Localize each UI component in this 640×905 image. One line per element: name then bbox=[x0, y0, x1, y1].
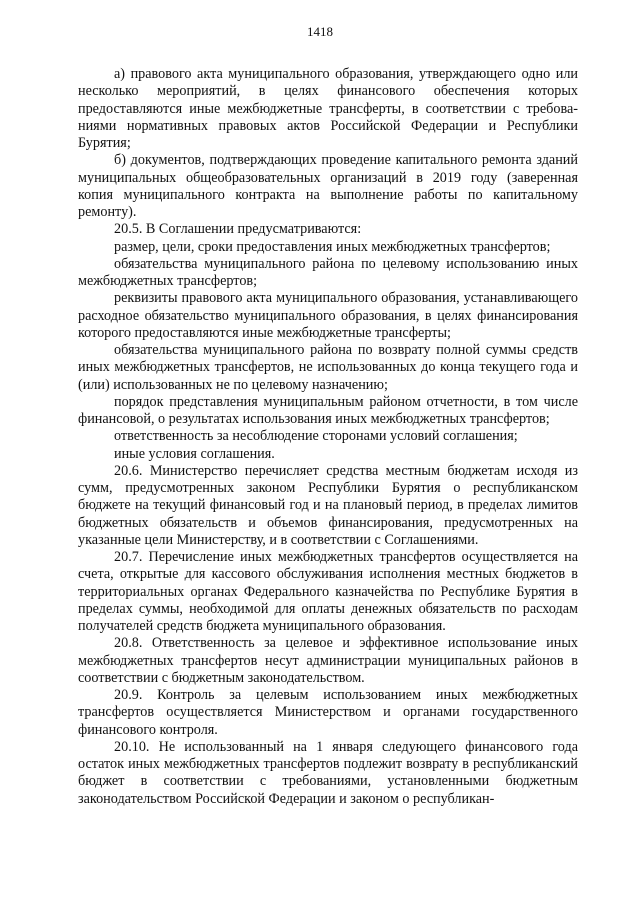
paragraph: б) документов, подтверждающих проведение капитального ремонта зданий муниципальных общеобразовательных организаций в 2019 году (заверенная копия муниципального контракта на выполнение работы по капитальному ремонту). bbox=[78, 152, 578, 220]
paragraph: обязательства муниципального района по возврату полной суммы средств иных межбюджетных трансфертов, не использованных до конца текущего года и (или) использованных не по целевому назначению; bbox=[78, 342, 578, 393]
document-body bbox=[78, 66, 578, 808]
paragraph: реквизиты правового акта муниципального образования, устанавливающего расходное обязательство муниципального образования, в целях финансирования которого предоставляются иные межбюджетные трансферты; bbox=[78, 290, 578, 341]
paragraph: размер, цели, сроки предоставления иных межбюджетных трансфертов; bbox=[114, 238, 551, 255]
paragraph: а) правового акта муниципального образования, утверждающего одно или несколько мероприятий, в целях финансового обеспечения которых предоставляются иные межбюджетные трансферты, в соответствии с требованиями нормативных правовых актов Российской Федерации и Республики Бурятия; bbox=[78, 66, 578, 151]
paragraph: ответственность за несоблюдение сторонами условий соглашения; bbox=[114, 428, 518, 445]
paragraph: 20.7. Перечисление иных межбюджетных трансфертов осуществляется на счета, открытые для кассового обслуживания исполнения местных бюджетов в территориальных органах Федерального казначейства по Республике Бурятия в пределах суммы, необходимой для оплаты денежных обязательств по расходам получателей средств бюджета муниципального образования. bbox=[78, 549, 578, 634]
paragraph: 20.6. Министерство перечисляет средства местным бюджетам исходя из сумм, предусмотренных законом Республики Бурятия о республиканском бюджете на текущий финансовый год и на плановый период, в пределах лимитов бюджетных обязательств и объемов финансирования, предусмотренных на указанные цели Министерству, и в соответствии с Соглашениями. bbox=[78, 462, 578, 548]
paragraph: иные условия соглашения. bbox=[114, 445, 275, 462]
paragraph: 20.10. Не использованный на 1 января следующего финансового года остаток иных межбюджетных трансфертов подлежит возврату в республиканский бюджет в соответствии с требованиями, установленными бюджетным законодательством Российской Федерации и законом о республикан- bbox=[78, 738, 578, 807]
paragraph: 20.9. Контроль за целевым использованием иных межбюджетных трансфертов осуществляется Министерством и органами государственного финансового контроля. bbox=[78, 687, 578, 738]
paragraph: обязательства муниципального района по целевому использованию иных межбюджетных трансфертов; bbox=[78, 255, 578, 289]
paragraph: 20.8. Ответственность за целевое и эффективное использование иных межбюджетных трансфертов несут администрации муниципальных районов в соответствии с бюджетным законодательством. bbox=[78, 635, 578, 686]
page-number: 1418 bbox=[307, 24, 333, 39]
paragraph: порядок представления муниципальным районом отчетности, в том числе финансовой, о результатах использования иных межбюджетных трансфертов; bbox=[78, 393, 578, 427]
paragraph: 20.5. В Соглашении предусматриваются: bbox=[114, 221, 362, 238]
